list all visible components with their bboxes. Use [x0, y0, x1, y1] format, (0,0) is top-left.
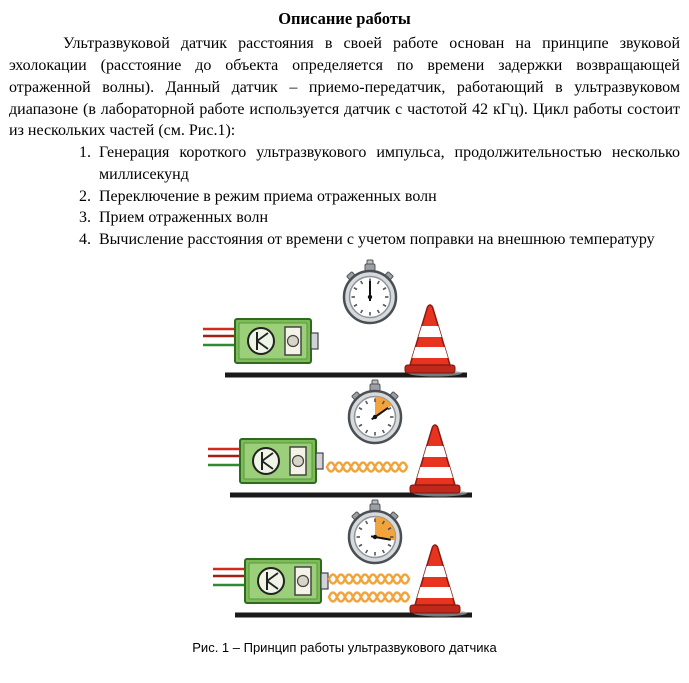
stopwatch-icon: [349, 380, 401, 443]
traffic-cone-icon: [405, 305, 462, 377]
figure-stage-1: [203, 260, 467, 377]
sound-wave-icon: [329, 574, 409, 583]
figure-ultrasonic-principle: [9, 257, 680, 657]
traffic-cone-icon: [410, 545, 467, 617]
list-item: 3. Прием отраженных волн: [95, 207, 680, 229]
list-item: 4. Вычисление расстояния от времени с учетом поправки на внешнюю температуру: [95, 229, 680, 251]
ultrasonic-sensor-icon: [203, 319, 318, 363]
figure-caption: Рис. 1 – Принцип работы ультразвукового датчика: [192, 639, 497, 655]
ultrasonic-diagram: [195, 257, 495, 637]
ultrasonic-sensor-icon: [208, 439, 323, 483]
figure-stage-3: [213, 500, 472, 617]
work-cycle-list: [9, 142, 680, 251]
traffic-cone-icon: [410, 425, 467, 497]
stopwatch-icon: [344, 260, 396, 323]
figure-stage-2: [208, 380, 472, 497]
ultrasonic-sensor-icon: [213, 559, 328, 603]
stopwatch-icon: [349, 500, 401, 563]
list-item: 2. Переключение в режим приема отраженных волн: [95, 186, 680, 208]
intro-paragraph: Ультразвуковой датчик расстояния в своей работе основан на принципе звуковой эхолокации (расстояние до объекта определяется по времени задержки возвращающей отраженной волны). Данный датчик – приемо-передатчик, работающий в ультразвуковом диапазоне (в лабораторной работе используется датчик с частотой 42 кГц). Цикл работы состоит из нескольких частей (см. Рис.1):: [9, 35, 680, 140]
list-item: 1. Генерация короткого ультразвукового импульса, продолжительностью несколько миллисекунд: [95, 142, 680, 186]
sound-wave-icon: [327, 462, 407, 471]
page-title: Описание работы: [278, 9, 411, 28]
sound-wave-icon: [329, 592, 409, 601]
